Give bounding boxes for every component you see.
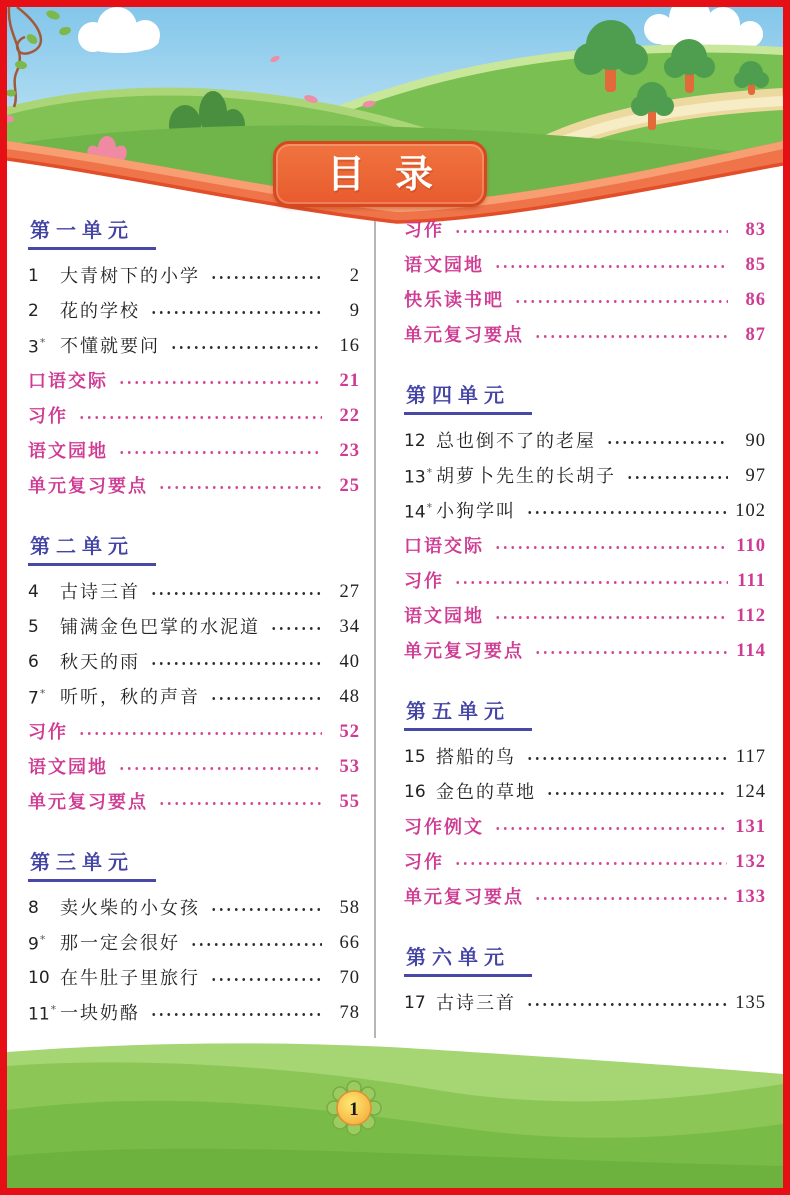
leader-dots: [78, 413, 322, 422]
lesson-number: 2: [28, 301, 39, 321]
toc-page-number: 21: [339, 371, 360, 392]
toc-row: [404, 851, 766, 874]
lesson-number: 11*: [28, 1002, 57, 1025]
toc-row: [28, 335, 360, 358]
toc-row: [28, 651, 360, 674]
lesson-number: 6: [28, 652, 39, 672]
toc-row: [28, 581, 360, 604]
toc-row: [28, 1002, 360, 1025]
leader-dots: [150, 659, 322, 668]
toc-label: 花的学校: [60, 300, 140, 322]
toc-row: [404, 746, 766, 769]
toc-section: [28, 535, 360, 814]
leader-dots: [454, 227, 728, 236]
toc-page-number: 53: [339, 757, 360, 778]
leader-dots: [454, 578, 728, 587]
toc-label: 口语交际: [404, 535, 484, 557]
leader-dots: [118, 764, 322, 773]
lesson-number: 7*: [28, 686, 46, 709]
toc-label: 金色的草地: [436, 781, 536, 803]
unit-header: 第五单元: [404, 700, 532, 731]
leader-dots: [210, 694, 322, 703]
toc-row: [28, 756, 360, 779]
toc-label: 听听，秋的声音: [60, 686, 200, 708]
toc-label: 单元复习要点: [28, 791, 148, 813]
lesson-number: 14*: [404, 500, 433, 523]
page-title: 目录: [326, 152, 463, 196]
toc-page-number: 86: [745, 290, 766, 311]
toc-label: 不懂就要问: [60, 335, 160, 357]
toc-page-number: 133: [735, 887, 766, 908]
lesson-number: 4: [28, 582, 39, 602]
toc-page-number: 87: [745, 325, 766, 346]
toc-row: [28, 475, 360, 498]
lesson-number: 3*: [28, 335, 46, 358]
toc-section: [28, 851, 360, 1025]
toc-title-badge: [273, 141, 487, 207]
toc-label: 铺满金色巴掌的水泥道: [60, 616, 260, 638]
toc-label: 习作: [404, 851, 444, 873]
toc-row: [28, 897, 360, 920]
leader-dots: [158, 799, 322, 808]
toc-row: [28, 370, 360, 393]
toc-label: 语文园地: [28, 440, 108, 462]
toc-page-number: 25: [339, 476, 360, 497]
toc-page-number: 52: [339, 722, 360, 743]
toc-page-number: 9: [349, 301, 360, 322]
toc-row: [404, 605, 766, 628]
optional-lesson-star: *: [50, 1002, 57, 1016]
leader-dots: [546, 789, 727, 798]
toc-page-number: 111: [737, 571, 766, 592]
leader-dots: [526, 508, 727, 517]
leader-dots: [210, 975, 322, 984]
toc-label: 一块奶酪: [60, 1002, 140, 1024]
toc-column-left: [28, 219, 360, 1037]
toc-row: [404, 535, 766, 558]
toc-label: 语文园地: [404, 254, 484, 276]
toc-row: [404, 816, 766, 839]
toc-section: [404, 946, 766, 1015]
leader-dots: [494, 262, 728, 271]
toc-label: 搭船的鸟: [436, 746, 516, 768]
toc-page-number: 112: [736, 606, 766, 627]
lesson-number: 13*: [404, 465, 433, 488]
toc-label: 胡萝卜先生的长胡子: [436, 465, 616, 487]
toc-page-number: 70: [339, 968, 360, 989]
unit-header: 第四单元: [404, 384, 532, 415]
toc-label: 卖火柴的小女孩: [60, 897, 200, 919]
toc-section: [404, 219, 766, 347]
leader-dots: [150, 1010, 322, 1019]
leader-dots: [170, 343, 322, 352]
lesson-number: 9*: [28, 932, 46, 955]
toc-page-number: 102: [735, 501, 766, 522]
leader-dots: [210, 905, 322, 914]
toc-label: 习作: [404, 570, 444, 592]
toc-page-number: 22: [339, 406, 360, 427]
toc-page-number: 58: [339, 898, 360, 919]
leader-dots: [534, 332, 728, 341]
toc-row: [404, 254, 766, 277]
toc-page-number: 55: [339, 792, 360, 813]
toc-label: 语文园地: [404, 605, 484, 627]
lesson-number: 17: [404, 993, 426, 1013]
optional-lesson-star: *: [39, 932, 46, 946]
optional-lesson-star: *: [39, 686, 46, 700]
leader-dots: [606, 438, 728, 447]
toc-row: [28, 721, 360, 744]
toc-row: [28, 265, 360, 288]
toc-label: 古诗三首: [60, 581, 140, 603]
toc-row: [28, 440, 360, 463]
leader-dots: [210, 273, 322, 282]
leader-dots: [494, 824, 727, 833]
toc-row: [404, 640, 766, 663]
toc-page-number: 114: [736, 641, 766, 662]
leader-dots: [118, 448, 322, 457]
toc-label: 习作: [404, 219, 444, 241]
optional-lesson-star: *: [39, 335, 46, 349]
toc-section: [404, 700, 766, 909]
toc-label: 习作: [28, 405, 68, 427]
toc-label: 单元复习要点: [404, 640, 524, 662]
leader-dots: [514, 297, 728, 306]
toc-page-number: 90: [745, 431, 766, 452]
toc-row: [28, 686, 360, 709]
leader-dots: [526, 754, 728, 763]
toc-label: 语文园地: [28, 756, 108, 778]
toc-row: [28, 791, 360, 814]
toc-row: [404, 465, 766, 488]
leader-dots: [534, 894, 727, 903]
toc-row: [404, 992, 766, 1015]
toc-page-number: 16: [339, 336, 360, 357]
leader-dots: [78, 729, 322, 738]
leader-dots: [534, 648, 728, 657]
toc-label: 快乐读书吧: [404, 289, 504, 311]
toc-row: [404, 781, 766, 804]
leader-dots: [454, 859, 727, 868]
toc-row: [404, 570, 766, 593]
toc-page-number: 97: [745, 466, 766, 487]
page-number: 1: [349, 1099, 359, 1120]
toc-page-number: 110: [736, 536, 766, 557]
toc-label: 在牛肚子里旅行: [60, 967, 200, 989]
toc-label: 古诗三首: [436, 992, 516, 1014]
unit-header: 第六单元: [404, 946, 532, 977]
leader-dots: [270, 624, 322, 633]
toc-row: [28, 300, 360, 323]
toc-row: [404, 430, 766, 453]
leader-dots: [150, 589, 322, 598]
toc-page-number: 27: [339, 582, 360, 603]
toc-page-number: 2: [349, 266, 360, 287]
toc-page-number: 85: [745, 255, 766, 276]
toc-label: 秋天的雨: [60, 651, 140, 673]
leader-dots: [118, 378, 322, 387]
leader-dots: [494, 543, 728, 552]
toc-label: 大青树下的小学: [60, 265, 200, 287]
toc-column-right: [404, 219, 766, 1027]
toc-section: [28, 219, 360, 498]
footer-illustration: [7, 1038, 783, 1188]
leader-dots: [150, 308, 322, 317]
toc-page-number: 34: [339, 617, 360, 638]
lesson-number: 8: [28, 898, 39, 918]
toc-label: 单元复习要点: [28, 475, 148, 497]
toc-content: [7, 219, 783, 1045]
toc-label: 口语交际: [28, 370, 108, 392]
toc-page-number: 132: [735, 852, 766, 873]
toc-page-number: 78: [339, 1003, 360, 1024]
toc-row: [404, 289, 766, 312]
lesson-number: 16: [404, 782, 426, 802]
lesson-number: 5: [28, 617, 39, 637]
flower-icon: [327, 1081, 381, 1135]
toc-page-number: 124: [735, 782, 766, 803]
toc-page-number: 40: [339, 652, 360, 673]
toc-page-number: 83: [745, 220, 766, 241]
toc-page-number: 66: [339, 933, 360, 954]
toc-label: 总也倒不了的老屋: [436, 430, 596, 452]
toc-row: [28, 616, 360, 639]
toc-page-number: 117: [735, 747, 766, 768]
toc-label: 习作例文: [404, 816, 484, 838]
unit-header: 第二单元: [28, 535, 156, 566]
unit-header: 第三单元: [28, 851, 156, 882]
toc-label: 单元复习要点: [404, 886, 524, 908]
toc-page-number: 48: [339, 687, 360, 708]
lesson-number: 1: [28, 266, 39, 286]
toc-row: [28, 932, 360, 955]
leader-dots: [526, 1000, 727, 1009]
toc-label: 那一定会很好: [60, 932, 180, 954]
toc-section: [404, 384, 766, 663]
leader-dots: [494, 613, 728, 622]
leader-dots: [626, 473, 728, 482]
optional-lesson-star: *: [426, 500, 433, 514]
toc-label: 习作: [28, 721, 68, 743]
leader-dots: [190, 940, 322, 949]
toc-row: [404, 219, 766, 242]
toc-row: [28, 405, 360, 428]
toc-page-number: 135: [735, 993, 766, 1014]
lesson-number: 12: [404, 431, 426, 451]
lesson-number: 10: [28, 968, 50, 988]
toc-row: [404, 886, 766, 909]
lesson-number: 15: [404, 747, 426, 767]
toc-label: 单元复习要点: [404, 324, 524, 346]
column-divider: [374, 221, 376, 1039]
unit-header: 第一单元: [28, 219, 156, 250]
leader-dots: [158, 483, 322, 492]
toc-page-number: 23: [339, 441, 360, 462]
toc-row: [404, 500, 766, 523]
optional-lesson-star: *: [426, 465, 433, 479]
toc-row: [404, 324, 766, 347]
toc-row: [28, 967, 360, 990]
toc-label: 小狗学叫: [436, 500, 516, 522]
toc-page-number: 131: [735, 817, 766, 838]
